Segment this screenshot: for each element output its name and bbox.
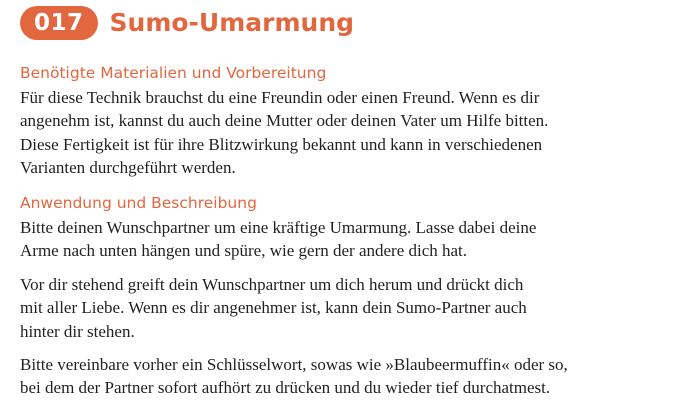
section-heading-application: Anwendung und Beschreibung [20, 194, 257, 212]
text-line: angenehm ist, kannst du auch deine Mutter oder deinen Vater um Hilfe bitten. [20, 111, 549, 131]
text-line: Bitte deinen Wunschpartner um eine kräftige Umarmung. Lasse dabei deine [20, 218, 537, 237]
text-line: Varianten durchgeführt werden. [20, 157, 236, 177]
text-line: Für diese Technik brauchst du eine Freundin oder einen Freund. Wenn es dir [20, 88, 540, 107]
exercise-number-badge: 017 [20, 6, 98, 40]
exercise-title: Sumo-Umarmung [109, 8, 355, 37]
text-line: bei dem der Partner sofort aufhört zu drücken und du wieder tief durchatmest. [20, 378, 551, 398]
text-line: Arme nach unten hängen und spüre, wie gern der andere dich hat. [20, 241, 468, 261]
paragraph-application-1 [20, 216, 536, 263]
text-line: Bitte vereinbare vorher ein Schlüsselwort, sowas wie »Blaubeermuffin« oder so, [20, 355, 568, 374]
text-line: hinter dir stehen. [20, 321, 135, 341]
text-line: Diese Fertigkeit ist für ihre Blitzwirkung bekannt und kann in verschiedenen [20, 134, 543, 154]
section-heading-materials: Benötigte Materialien und Vorbereitung [20, 64, 327, 82]
paragraph-application-2 [20, 273, 527, 343]
text-line: Vor dir stehend greift dein Wunschpartner um dich herum und drückt dich [20, 275, 524, 294]
exercise-header [20, 5, 354, 41]
paragraph-materials [20, 86, 548, 179]
paragraph-application-3 [20, 353, 568, 400]
text-line: mit aller Liebe. Wenn es dir angenehmer ist, kann dein Sumo-Partner auch [20, 298, 527, 318]
